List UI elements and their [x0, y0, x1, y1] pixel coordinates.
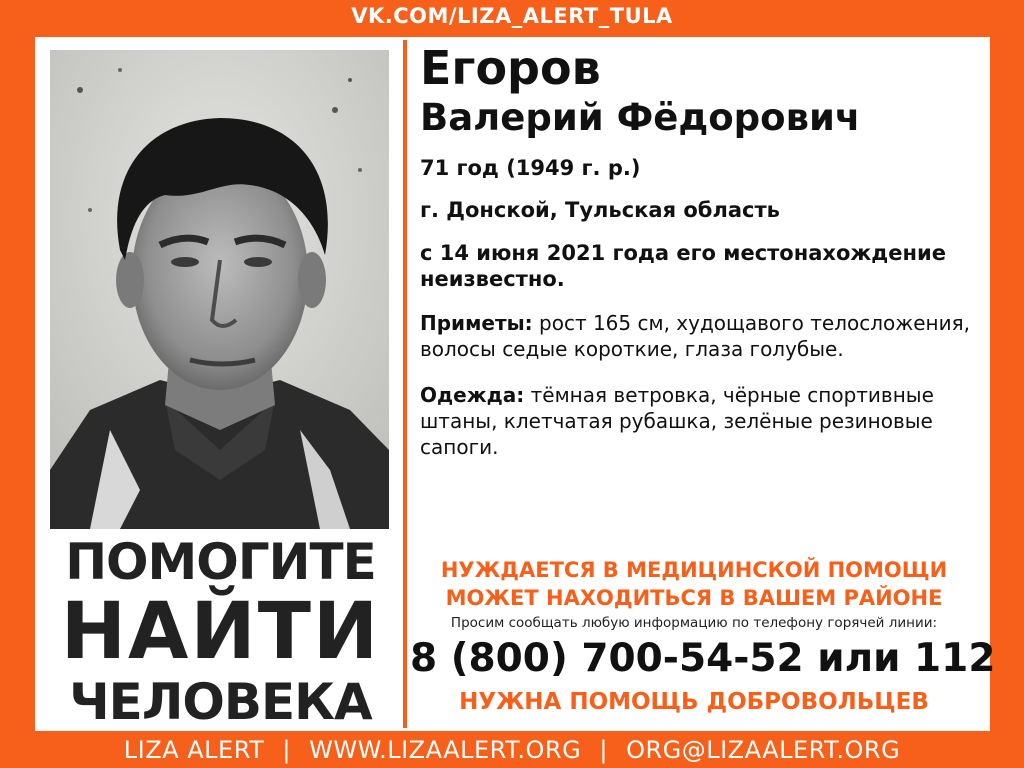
- footer-website-link[interactable]: WWW.LIZAALERT.ORG: [309, 736, 582, 764]
- help-line-1: ПОМОГИТЕ: [65, 533, 376, 591]
- missing-since: с 14 июня 2021 года его местонахождение неизвестно.: [420, 241, 946, 291]
- clothes-label: Одежда:: [420, 383, 525, 407]
- footer-separator: |: [282, 736, 292, 764]
- footer-separator: |: [599, 736, 608, 764]
- header-url[interactable]: VK.COM/LIZA_ALERT_TULA: [351, 4, 673, 28]
- person-city: г. Донской, Тульская область: [420, 198, 780, 222]
- help-line-3: ЧЕЛОВЕКА: [69, 673, 372, 731]
- hotline-text: Просим сообщать любую информацию по телефону горячей линии:: [450, 615, 938, 631]
- footer: [0, 736, 1024, 764]
- alerts-block: [410, 556, 996, 715]
- person-surname: Егоров: [420, 41, 601, 95]
- help-find-person-banner: [48, 533, 393, 731]
- person-clothes: [420, 382, 975, 460]
- clothes-text: тёмная ветровка, чёрные спортивные штаны, клетчатая рубашка, зелёные резиновые сапоги.: [420, 383, 934, 459]
- footer-brand: LIZA ALERT: [123, 736, 265, 764]
- portrait-photo: [50, 50, 389, 529]
- hotline-phone[interactable]: 8 (800) 700-54-52 или 112: [410, 636, 996, 681]
- footer-email-link[interactable]: ORG@LIZAALERT.ORG: [626, 736, 901, 764]
- volunteers-needed: НУЖНА ПОМОЩЬ ДОБРОВОЛЬЦЕВ: [459, 689, 929, 715]
- help-line-2: НАЙТИ: [60, 587, 381, 677]
- person-age: 71 год (1949 г. р.): [420, 156, 641, 180]
- signs-text: рост 165 см, худощавого телосложения, волосы седые короткие, глаза голубые.: [420, 311, 971, 361]
- vertical-divider: [403, 40, 407, 728]
- area-alert: МОЖЕТ НАХОДИТЬСЯ В ВАШЕМ РАЙОНЕ: [445, 586, 943, 610]
- person-signs: [420, 310, 975, 362]
- signs-label: Приметы:: [420, 311, 533, 335]
- person-info: [420, 42, 975, 460]
- person-given-name: Валерий Фёдорович: [420, 96, 861, 139]
- medical-alert: НУЖДАЕТСЯ В МЕДИЦИНСКОЙ ПОМОЩИ: [440, 558, 948, 582]
